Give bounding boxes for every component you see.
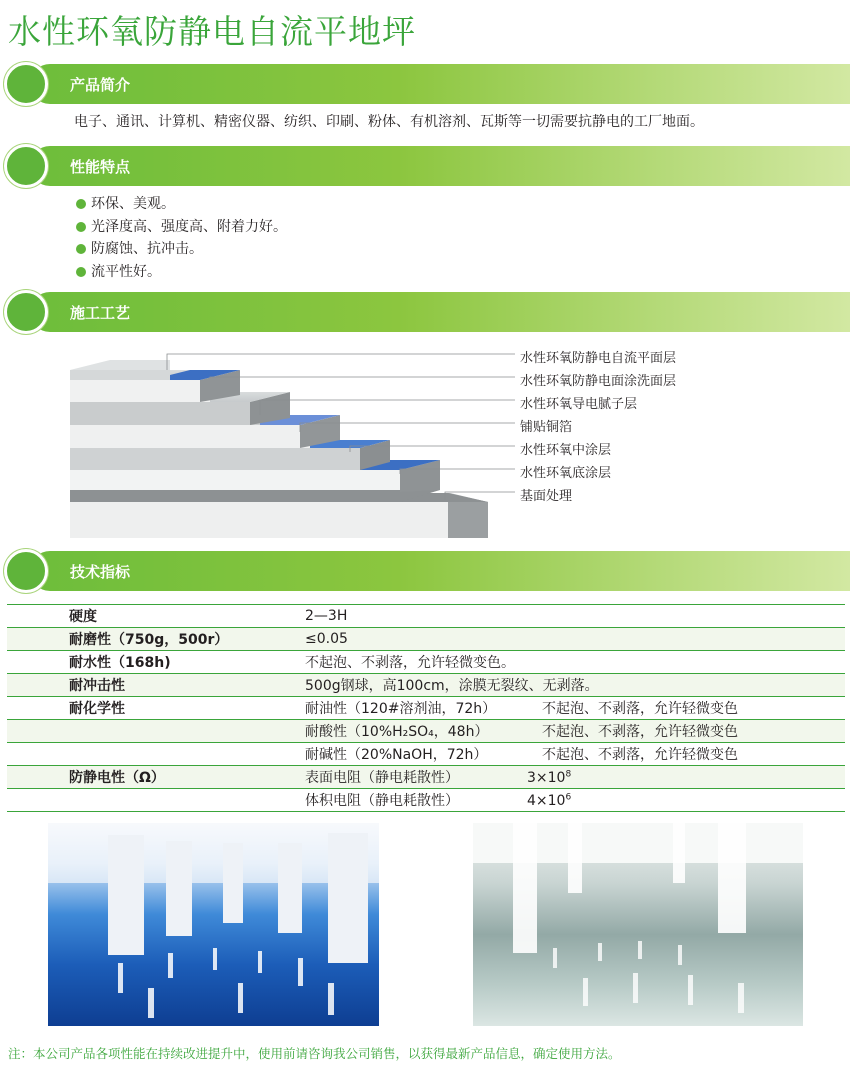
table-row: [7, 766, 845, 789]
spec-sub-item: 表面电阻（静电耗散性）: [305, 770, 459, 786]
table-row: [7, 605, 845, 628]
spec-name: 耐磨性（750g，500r）: [7, 628, 305, 651]
bullet-icon: [76, 199, 86, 209]
spec-name: [7, 789, 305, 812]
layer-label: 水性环氧中涂层: [520, 443, 612, 458]
footnote: 注：本公司产品各项性能在持续改进提升中，使用前请咨询我公司销售，以获得最新产品信息，确定使用方法。: [8, 1046, 621, 1061]
feature-item: [76, 216, 287, 239]
section-band: [30, 64, 850, 104]
section-circle-icon: [4, 290, 48, 334]
feature-item: [76, 261, 287, 284]
table-row: [7, 674, 845, 697]
section-circle-icon: [4, 549, 48, 593]
spec-exponent: 8: [565, 769, 572, 780]
spec-table: [7, 604, 845, 812]
feature-text: 光泽度高、强度高、附着力好。: [91, 218, 287, 235]
section-title-features: 性能特点: [70, 158, 131, 176]
section-circle-icon: [4, 62, 48, 106]
table-row: [7, 789, 845, 812]
layer-label: 铺贴铜箔: [520, 420, 573, 435]
spec-value: 不起泡、不剥落，允许轻微变色: [542, 701, 738, 717]
feature-text: 环保、美观。: [91, 196, 175, 212]
feature-list: [76, 193, 287, 283]
layer-label: 基面处理: [520, 489, 573, 504]
spec-name: [7, 743, 305, 766]
spec-value: 4×10: [527, 793, 566, 809]
spec-exponent: 6: [565, 792, 572, 803]
spec-sub-item: 耐油性（120#溶剂油，72h）: [305, 701, 497, 717]
feature-item: [76, 193, 287, 216]
section-band: [30, 146, 850, 186]
spec-name: 耐水性（168h): [7, 651, 305, 674]
spec-sub-item: 耐酸性（10%H₂SO₄，48h）: [305, 724, 489, 740]
section-title-specs: 技术指标: [70, 563, 131, 581]
feature-item: [76, 238, 287, 261]
section-band: [30, 292, 850, 332]
feature-text: 防腐蚀、抗冲击。: [91, 241, 203, 257]
table-row: [7, 743, 845, 766]
spec-name: 硬度: [7, 605, 305, 628]
section-header-intro: [0, 64, 850, 106]
section-title-process: 施工工艺: [70, 304, 131, 322]
spec-name: [7, 720, 305, 743]
section-header-specs: [0, 551, 850, 593]
bullet-icon: [76, 222, 86, 232]
spec-value-cell: [305, 697, 845, 720]
spec-value: ≤0.05: [305, 628, 845, 651]
spec-value: 3×10: [527, 770, 566, 786]
section-header-features: [0, 146, 850, 188]
spec-value: 不起泡、不剥落，允许轻微变色。: [305, 651, 845, 674]
section-header-process: [0, 292, 850, 334]
spec-value-cell: [305, 720, 845, 743]
bullet-icon: [76, 244, 86, 254]
spec-value-cell: [305, 743, 845, 766]
spec-value: 不起泡、不剥落，允许轻微变色: [542, 724, 738, 740]
layer-label: 水性环氧防静电面涂洗面层: [520, 374, 677, 389]
page-title: 水性环氧防静电自流平地坪: [8, 12, 416, 51]
section-circle-icon: [4, 144, 48, 188]
spec-value-cell: [305, 766, 845, 789]
spec-value: 不起泡、不剥落，允许轻微变色: [542, 747, 738, 763]
table-row: [7, 697, 845, 720]
photo-blue-floor: [48, 823, 379, 1026]
layer-label: 水性环氧底涂层: [520, 466, 612, 481]
spec-name: 耐化学性: [7, 697, 305, 720]
bullet-icon: [76, 267, 86, 277]
layer-step-6: [70, 360, 170, 380]
spec-sub-item: 耐碱性（20%NaOH，72h）: [305, 747, 488, 763]
spec-value: 500g钢球，高100cm，涂膜无裂纹、无剥落。: [305, 674, 845, 697]
photo-grey-floor: [473, 823, 803, 1026]
feature-text: 流平性好。: [91, 263, 161, 280]
layer-label: 水性环氧防静电自流平面层: [520, 351, 677, 366]
layer-label: 水性环氧导电腻子层: [520, 397, 638, 412]
spec-sub-item: 体积电阻（静电耗散性）: [305, 793, 459, 809]
table-row: [7, 628, 845, 651]
table-row: [7, 651, 845, 674]
spec-name: 耐冲击性: [7, 674, 305, 697]
spec-value-cell: [305, 789, 845, 812]
intro-text: 电子、通讯、计算机、精密仪器、纺织、印刷、粉体、有机溶剂、瓦斯等一切需要抗静电的工厂地面。: [74, 114, 704, 130]
spec-value: 2—3H: [305, 605, 845, 628]
table-row: [7, 720, 845, 743]
section-title-intro: 产品简介: [70, 76, 131, 94]
section-band: [30, 551, 850, 591]
spec-name: 防静电性（Ω）: [7, 766, 305, 789]
